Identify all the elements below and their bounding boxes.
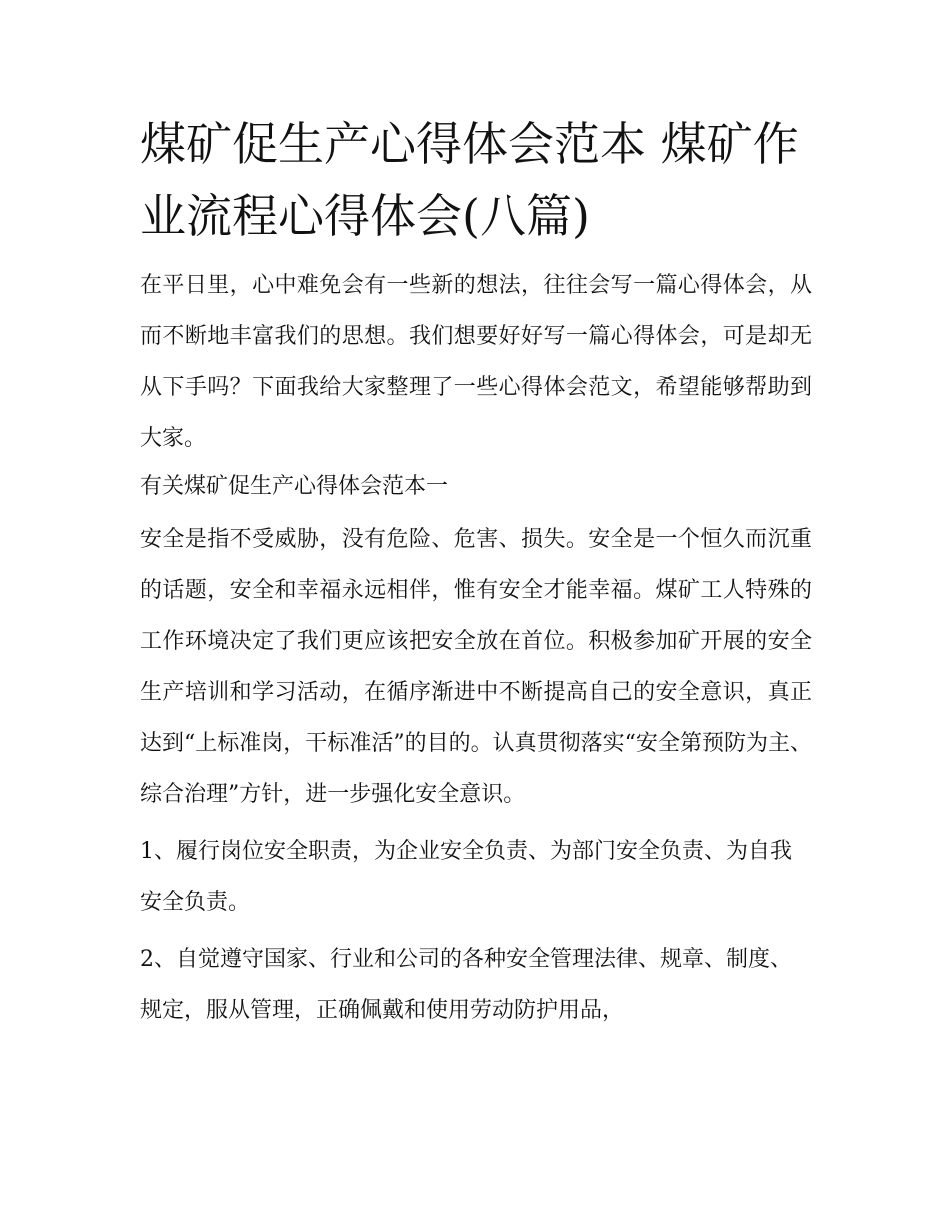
list-item: 2、自觉遵守国家、行业和公司的各种安全管理法律、规章、制度、规定，服从管理，正确佩戴和使用劳动防护用品， xyxy=(140,947,792,1023)
intro-paragraph: 在平日里，心中难免会有一些新的想法，往往会写一篇心得体会，从而不断地丰富我们的思想。我们想要好好写一篇心得体会，可是却无从下手吗？下面我给大家整理了一些心得体会范文，希望能够帮助到大家。 xyxy=(140,273,812,451)
list-item: 1、履行岗位安全职责，为企业安全负责、为部门安全负责、为自我安全负责。 xyxy=(140,839,792,915)
section-heading: 有关煤矿促生产心得体会范本一 xyxy=(140,474,449,499)
section-body-paragraph: 安全是指不受威胁，没有危险、危害、损失。安全是一个恒久而沉重的话题，安全和幸福永远相伴，惟有安全才能幸福。煤矿工人特殊的工作环境决定了我们更应该把安全放在首位。积极参加矿开展的安全生产培训和学习活动，在循序渐进中不断提高自己的安全意识，真正达到“上标准岗，干标准活”的目的。认真贯彻落实“安全第预防为主、综合治理”方针，进一步强化安全意识。 xyxy=(140,527,812,807)
document-page xyxy=(140,108,812,1036)
document-title: 煤矿促生产心得体会范本 煤矿作业流程心得体会(八篇) xyxy=(140,117,799,243)
